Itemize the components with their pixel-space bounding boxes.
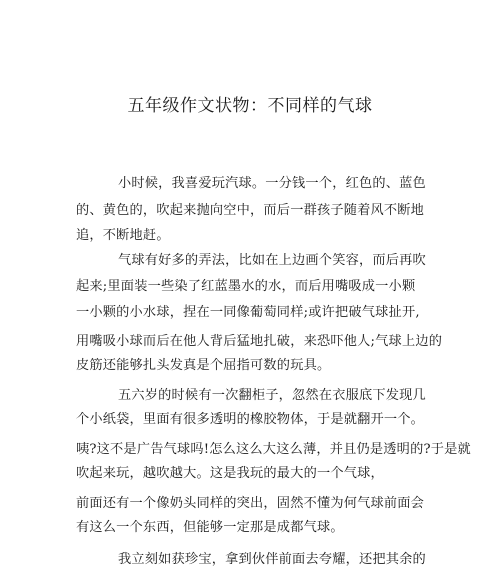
paragraph-line: 吹起来玩，越吹越大。这是我玩的最大的一个气球， xyxy=(76,466,384,481)
document-title: 五年级作文状物：不同样的气球 xyxy=(127,96,373,116)
paragraph-line: 前面还有一个像奶头同样的突出，固然不懂为何气球前面会 xyxy=(76,496,425,511)
paragraph-line: 小时候，我喜爱玩汽球。一分钱一个，红色的、蓝色 xyxy=(118,176,426,191)
paragraph-line: 皮筋还能够扎头发真是个屈指可数的玩具。 xyxy=(76,358,331,373)
paragraph-line: 我立刻如获珍宝，拿到伙伴前面去夸耀，还把其余的 xyxy=(118,552,426,567)
paragraph-line: 追，不断地赶。 xyxy=(76,228,170,243)
paragraph-line: 个小纸袋，里面有很多透明的橡胶物体，于是就翻开一个。 xyxy=(76,412,425,427)
paragraph-line: 有这么一个东西，但能够一定那是成都气球。 xyxy=(76,520,344,535)
paragraph-line: 气球有好多的弄法，比如在上边画个笑容，而后再吹 xyxy=(118,253,426,268)
paragraph-line: 咦?这不是广告气球吗!怎么这么大这么薄，并且仍是透明的?于是就 xyxy=(76,442,471,457)
paragraph-line: 的、黄色的，吹起来抛向空中，而后一群孩子随着风不断地 xyxy=(76,203,425,218)
paragraph-line: 五六岁的时候有一次翻柜子，忽然在衣服底下发现几 xyxy=(118,388,426,403)
paragraph-line: 用嘴吸小球而后在他人背后猛地扎破，来恐吓他人;气球上边的 xyxy=(76,334,443,349)
paragraph-line: 起来;里面装一些染了红蓝墨水的水，而后用嘴吸成一小颗 xyxy=(76,279,416,294)
paragraph-line: 一小颗的小水球，捏在一同像葡萄同样;或许把破气球扯开, xyxy=(76,305,420,320)
